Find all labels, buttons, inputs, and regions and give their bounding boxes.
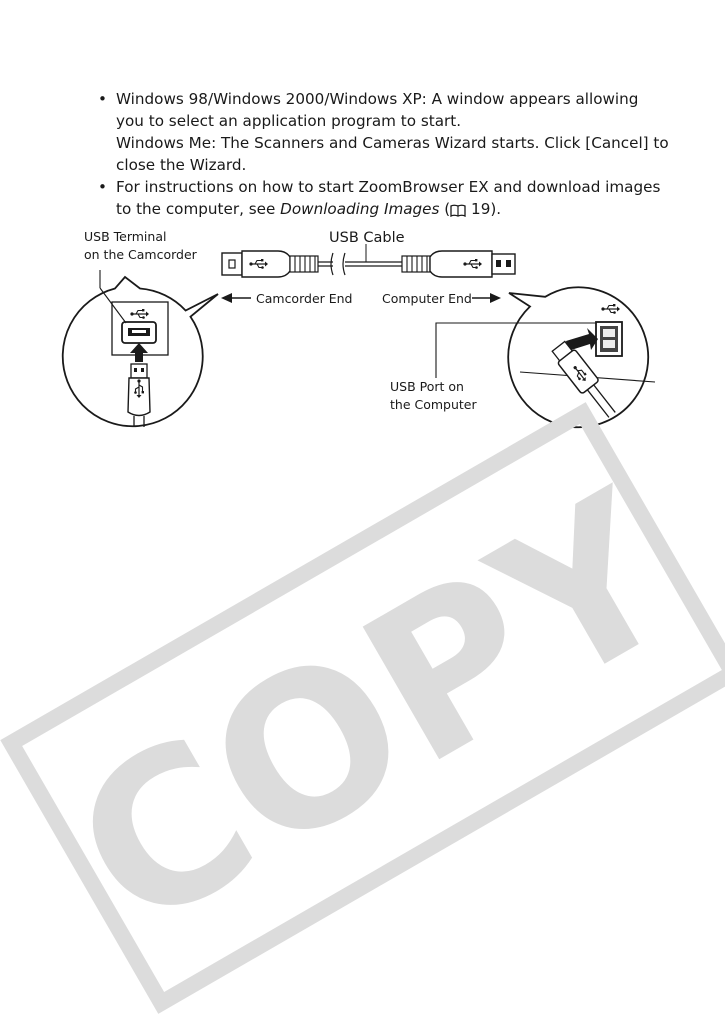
bullet-dot: •	[98, 178, 107, 196]
instruction-list	[98, 88, 698, 220]
instruction-line: close the Wizard.	[116, 156, 247, 174]
computer-end-label: Computer End	[382, 291, 472, 306]
camcorder-terminal-callout	[63, 270, 218, 427]
usb-cable-label: USB Cable	[329, 230, 405, 246]
instruction-line: Windows 98/Windows 2000/Windows XP: A window appears allowing	[116, 90, 639, 108]
instruction-line	[116, 198, 698, 220]
instruction-item-windows	[98, 88, 698, 176]
camcorder-end-arrow	[221, 293, 251, 303]
usb-connection-diagram	[0, 222, 725, 432]
instruction-line: Windows Me: The Scanners and Cameras Wizard starts. Click [Cancel] to	[116, 134, 669, 152]
instruction-line: you to select an application program to start.	[116, 112, 462, 130]
watermark-text: COPY	[36, 447, 713, 979]
instruction-item-zoombrowser	[98, 176, 698, 220]
usb-port-label-line2: the Computer	[390, 397, 477, 412]
close-paren: ).	[490, 200, 502, 218]
camcorder-end-label: Camcorder End	[256, 291, 353, 306]
open-paren: (	[439, 200, 451, 218]
bullet-dot: •	[98, 90, 107, 108]
instruction-line: For instructions on how to start ZoomBrowser EX and download images	[116, 178, 661, 196]
usb-terminal-label-line2: on the Camcorder	[84, 247, 197, 262]
usb-terminal-label-line1: USB Terminal	[84, 229, 167, 244]
book-icon	[450, 204, 466, 217]
instruction-text: to the computer, see	[116, 200, 281, 218]
usb-port-label-line1: USB Port on	[390, 379, 464, 394]
computer-end-arrow	[472, 293, 501, 303]
downloading-images-reference: Downloading Images	[280, 200, 440, 218]
usb-cable-illustration	[222, 244, 515, 277]
page-reference: 19	[466, 200, 491, 218]
